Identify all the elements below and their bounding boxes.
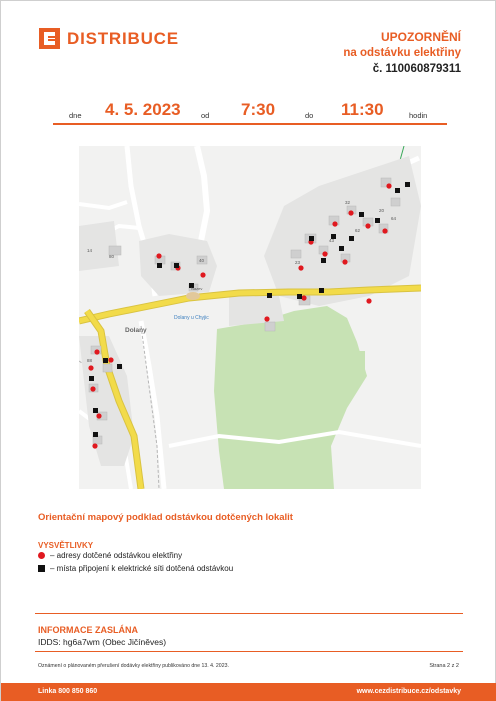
notice-title: UPOZORNĚNÍ bbox=[380, 30, 461, 44]
connection-point bbox=[339, 246, 344, 251]
time-from: 7:30 bbox=[241, 100, 276, 119]
house-number: 80 bbox=[109, 254, 115, 259]
notice-number: č. 110060879311 bbox=[372, 63, 461, 75]
address-dot bbox=[322, 251, 327, 256]
notice-header bbox=[343, 29, 461, 77]
building-lot bbox=[264, 156, 421, 306]
hotline-text: Linka 800 850 860 bbox=[38, 688, 98, 695]
pond bbox=[186, 292, 200, 300]
address-dot bbox=[108, 357, 113, 362]
black-square-icon bbox=[38, 565, 45, 572]
house-number: 40 bbox=[199, 258, 205, 263]
outage-map bbox=[79, 146, 421, 489]
address-dot bbox=[382, 228, 387, 233]
section-divider bbox=[35, 651, 463, 652]
connection-point bbox=[309, 236, 314, 241]
connection-point bbox=[93, 432, 98, 437]
section-divider bbox=[35, 613, 463, 614]
info-text: IDDS: hg6a7wm (Obec Jičíněves) bbox=[38, 637, 167, 647]
publication-note: Oznámení o plánovaném přerušení dodávky elektřiny publikováno dne 13. 4. 2023. bbox=[38, 663, 229, 669]
address-dot bbox=[332, 221, 337, 226]
map-village-label: Dolany bbox=[125, 327, 147, 334]
map-canvas bbox=[79, 146, 421, 489]
address-dot bbox=[386, 183, 391, 188]
connection-point bbox=[93, 408, 98, 413]
address-dot bbox=[366, 298, 371, 303]
house-number: 62 bbox=[355, 228, 361, 233]
red-dot-icon bbox=[38, 552, 45, 559]
address-dot bbox=[301, 295, 306, 300]
address-dot bbox=[264, 316, 269, 321]
house-number: 64 bbox=[391, 216, 397, 221]
address-dot bbox=[348, 210, 353, 215]
address-dot bbox=[90, 386, 95, 391]
connection-point bbox=[321, 258, 326, 263]
footer-bar bbox=[1, 683, 496, 701]
legend-item-addresses bbox=[38, 551, 182, 560]
connection-point bbox=[395, 188, 400, 193]
unit-label: hodin bbox=[409, 111, 428, 120]
address-dot bbox=[365, 223, 370, 228]
house-number: 20 bbox=[379, 208, 385, 213]
day-label: dne bbox=[69, 111, 82, 120]
connection-point bbox=[375, 218, 380, 223]
address-dot bbox=[94, 349, 99, 354]
connection-point bbox=[349, 236, 354, 241]
legend-title: VYSVĚTLIVKY bbox=[38, 541, 94, 550]
address-dot bbox=[88, 365, 93, 370]
cez-logo-icon bbox=[39, 28, 60, 49]
connection-point bbox=[117, 364, 122, 369]
connection-point bbox=[89, 376, 94, 381]
house-number: 14 bbox=[87, 248, 93, 253]
legend-item-connections bbox=[38, 564, 233, 573]
connection-point bbox=[319, 288, 324, 293]
notice-subtitle: na odstávku elektřiny bbox=[343, 47, 461, 59]
house-number: 23 bbox=[295, 260, 301, 265]
house-number: 88 bbox=[87, 358, 93, 363]
legend-item-label: – adresy dotčené odstávkou elektřiny bbox=[50, 551, 183, 560]
minor-road bbox=[79, 202, 127, 208]
address-dot bbox=[96, 413, 101, 418]
connection-point bbox=[405, 182, 410, 187]
info-title: INFORMACE ZASLÁNA bbox=[38, 625, 138, 635]
outage-schedule bbox=[53, 101, 447, 125]
connection-point bbox=[103, 358, 108, 363]
connection-point bbox=[157, 263, 162, 268]
map-caption: Orientační mapový podklad odstávkou dotčených lokalit bbox=[38, 512, 293, 523]
connection-point bbox=[359, 212, 364, 217]
outage-date: 4. 5. 2023 bbox=[105, 100, 181, 119]
page-number: Strana 2 z 2 bbox=[429, 663, 459, 669]
meadow-area bbox=[214, 306, 367, 489]
to-label: do bbox=[305, 111, 314, 120]
address-dot bbox=[298, 265, 303, 270]
building-lot bbox=[229, 296, 284, 326]
legend-item-label: – místa připojení k elektrické síti dotčená odstávkou bbox=[50, 564, 234, 573]
address-dot bbox=[156, 253, 161, 258]
connection-point bbox=[297, 294, 302, 299]
address-dot bbox=[92, 443, 97, 448]
house-number: 43 bbox=[329, 238, 335, 243]
brand-name: DISTRIBUCE bbox=[67, 28, 179, 48]
website-link[interactable]: www.cezdistribuce.cz/odstavky bbox=[356, 688, 461, 695]
from-label: od bbox=[201, 111, 210, 120]
meadow-small bbox=[335, 351, 365, 369]
minor-road bbox=[141, 321, 164, 489]
address-dot bbox=[342, 259, 347, 264]
brand-logo bbox=[39, 28, 179, 49]
map-road-label: Nazev bbox=[191, 286, 203, 291]
time-to: 11:30 bbox=[341, 100, 384, 119]
map-locality-label: Dolany u Chyjic bbox=[174, 315, 209, 321]
house-number: 32 bbox=[345, 200, 351, 205]
connection-point bbox=[267, 293, 272, 298]
connection-point bbox=[174, 263, 179, 268]
address-dot bbox=[200, 272, 205, 277]
